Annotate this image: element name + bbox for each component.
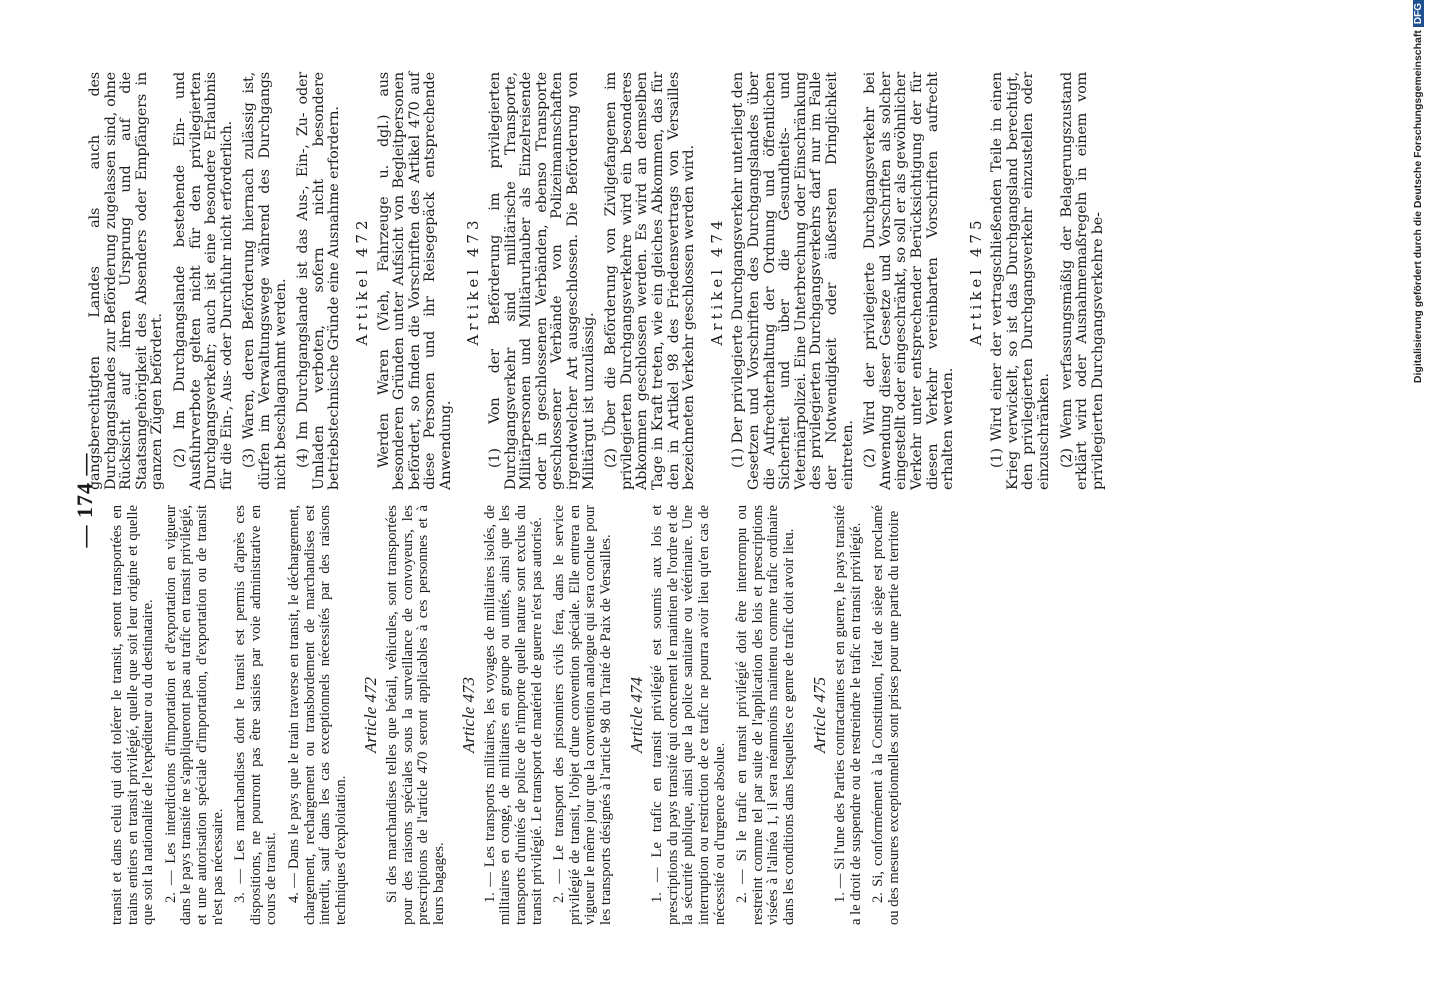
german-paragraph: (1) Von der Beförderung im privilegierten Durchgangsverkehr sind militärische Transporte, Militärpersonen und Militärurlauber als Einzelreisende oder in geschlossenen Verbänden, ebenso Transporte geschlossener Verbände von Polizeimannschaften irgendwelcher Art ausgeschlossen. Die Beförderung von Militärgut ist unzulässig. [487, 72, 597, 490]
french-paragraph: 2. — Le transport des prisonniers civils fera, dans le service privilégié de transit, l'objet d'une convention spéciale. Elle entrera en vigueur le même jour que la convention analogue qui sera conclue pour les transports désignés à l'article 98 du Traité de Paix de Versailles. [551, 505, 615, 925]
french-article-heading: Article 474 [626, 677, 646, 754]
german-article-heading: Artikel 472 [352, 216, 371, 346]
german-paragraph: (2) Wird der privilegierte Durchgangsverkehr bei Anwendung dieser Gesetze und Vorschriften als solcher eingestellt oder eingeschränkt, so soll er als gewöhnlicher Verkehr unter entsprechender Berücksichtigung der für diesen Verkehr vereinbarten Vorschriften aufrecht erhalten werden. [862, 72, 957, 490]
german-paragraph: (2) Im Durchgangslande bestehende Ein- und Ausfuhrverbote gelten nicht für den privilegierten Durchgangsverkehr; auch ist eine besondere Erlaubnis für die Ein-, Aus- oder Durchfuhr nicht erforderlich. [171, 72, 235, 490]
german-paragraph: (2) Über die Beförderung von Zivilgefangenen im privilegierten Durchgangsverkehre wird ein besonderes Abkommen geschlossen werden. Es wird an demselben Tage in Kraft treten, wie ein gleiches Abkommen, das für den in Artikel 98 des Friedensvertrags von Versailles bezeichneten Verkehr geschlossen werden wird. [603, 72, 698, 490]
french-paragraph: 4. — Dans le pays que le train traverse en transit, le déchargement, chargement, rechargement ou transbordement de marchandises est interdit, sauf dans les cas exceptionnels nécessités par des raisons techniques d'exploitation. [285, 505, 349, 925]
french-article-heading: Article 475 [809, 677, 829, 754]
page-number: — 174 — [72, 452, 97, 548]
german-paragraph: gangsberechtigten Landes als auch des Durchgangslandes zur Beförderung zugelassen sind, ohne Rücksicht auf ihren Ursprung und auf die Staatsangehörigkeit des Absenders oder Empfängers in ganzen Zügen befördert. [87, 72, 166, 490]
french-paragraph: 2. — Les interdictions d'importation et d'exportation en vigueur dans le pays transité ne s'appliqueront pas au trafic en transit privilégié, et une autorisation spéciale d'importation, d'exportation ou de transit n'est pas nécessaire. [162, 505, 226, 925]
german-paragraph: (1) Wird einer der vertragschließenden Teile in einen Krieg verwickelt, so ist das Durchgangsland berechtigt, den privilegierten Durchgangsverkehr einzustellen oder einzuschränken. [989, 72, 1053, 490]
french-paragraph: 3. — Les marchandises dont le transit est permis d'après ces dispositions, ne pourront pas être saisies par voie administrative en cours de transit. [232, 505, 280, 925]
french-article-heading: Article 473 [459, 677, 479, 754]
german-paragraph: Werden Waren (Vieh, Fahrzeuge u. dgl.) aus besonderen Gründen unter Aufsicht von Begleitpersonen befördert, so finden die Vorschriften des Artikel 470 auf diese Personen und ihr Reisegepäck entsprechende Anwendung. [375, 72, 454, 490]
digitization-credit [1412, 0, 1424, 960]
german-column [88, 72, 1113, 490]
french-paragraph: 1. — Le trafic en transit privilégié est soumis aux lois et prescriptions du pays transité qui concernent le maintien de l'ordre et de la sécurité publique, ainsi que la police sanitaire ou vétérinaire. Une interruption ou restriction de ce trafic ne pourra avoir lieu qu'en cas de nécessité ou d'urgence absolue. [649, 505, 728, 925]
german-paragraph: (1) Der privilegierte Durchgangsverkehr unterliegt den Gesetzen und Vorschriften des Durchgangslandes über die Aufrechterhaltung der Ordnung und öffentlichen Sicherheit und über die Gesundheits- und Veterinärpolizei. Eine Unterbrechung oder Einschränkung des privilegierten Durchgangsverkehrs darf nur im Falle der Notwendigkeit oder äußersten Dringlichkeit eintreten. [730, 72, 856, 490]
credit-text: Digitalisierung gefördert durch die Deutsche Forschungsgemeinschaft [1412, 30, 1424, 384]
french-paragraph: transit et dans celui qui doit tolérer le transit, seront transportées en trains entiers en transit privilégié, quelle que soit leur origine et quelle que soit la nationalité de l'expéditeur ou du destinataire. [109, 505, 157, 925]
french-paragraph: 2. Si, conformément à la Constitution, l'état de siège est proclamé ou des mesures exceptionnelles sont prises pour une partie du territoire [870, 505, 902, 925]
german-article-heading: Artikel 473 [464, 216, 483, 346]
german-paragraph: (4) Im Durchgangslande ist das Aus-, Ein-, Zu- oder Umladen verboten, sofern nicht besondere betriebstechnische Gründe eine Ausnahme erfordern. [295, 72, 343, 490]
french-column [110, 505, 910, 925]
german-paragraph: (3) Waren, deren Beförderung hiernach zulässig ist, dürfen im Verwaltungswege während des Durchgangs nicht beschlagnahmt werden. [241, 72, 289, 490]
german-article-heading: Artikel 475 [966, 216, 985, 346]
german-paragraph: (2) Wenn verfassungsmäßig der Belagerungszustand erklärt wird oder Ausnahmemaßregeln in einem vom privilegierten Durchgangsverkehre be- [1058, 72, 1106, 490]
french-article-heading: Article 472 [361, 677, 381, 754]
german-article-heading: Artikel 474 [707, 216, 726, 346]
french-paragraph: 1. — Les transports militaires, les voyages de militaires isolés, de militaires en congé, de militaires en groupe ou unités, ainsi que les transports d'unités de police de n'importe quelle nature sont exclus du transit privilégié. Le transport de matériel de guerre n'est pas autorisé. [481, 505, 545, 925]
french-paragraph: Si des marchandises telles que bétail, véhicules, sont transportées pour des raisons spéciales sous la surveillance de convoyeurs, les prescriptions de l'article 470 seront applicables à ces personnes et à leurs bagages. [383, 505, 447, 925]
french-paragraph: 2. — Si le trafic en transit privilégié doit être interrompu ou restreint comme tel par suite de l'application des lois et prescriptions visées à l'alinéa 1, il sera néanmoins maintenu comme trafic ordinaire dans les conditions dans lesquelles ce genre de trafic doit avoir lieu. [734, 505, 797, 925]
dfg-logo: DFG [1413, 0, 1424, 27]
french-paragraph: 1. — Si l'une des Parties contractantes est en guerre, le pays transité a le droit de suspendre ou de restreindre le trafic en transit privilégié. [832, 505, 864, 925]
